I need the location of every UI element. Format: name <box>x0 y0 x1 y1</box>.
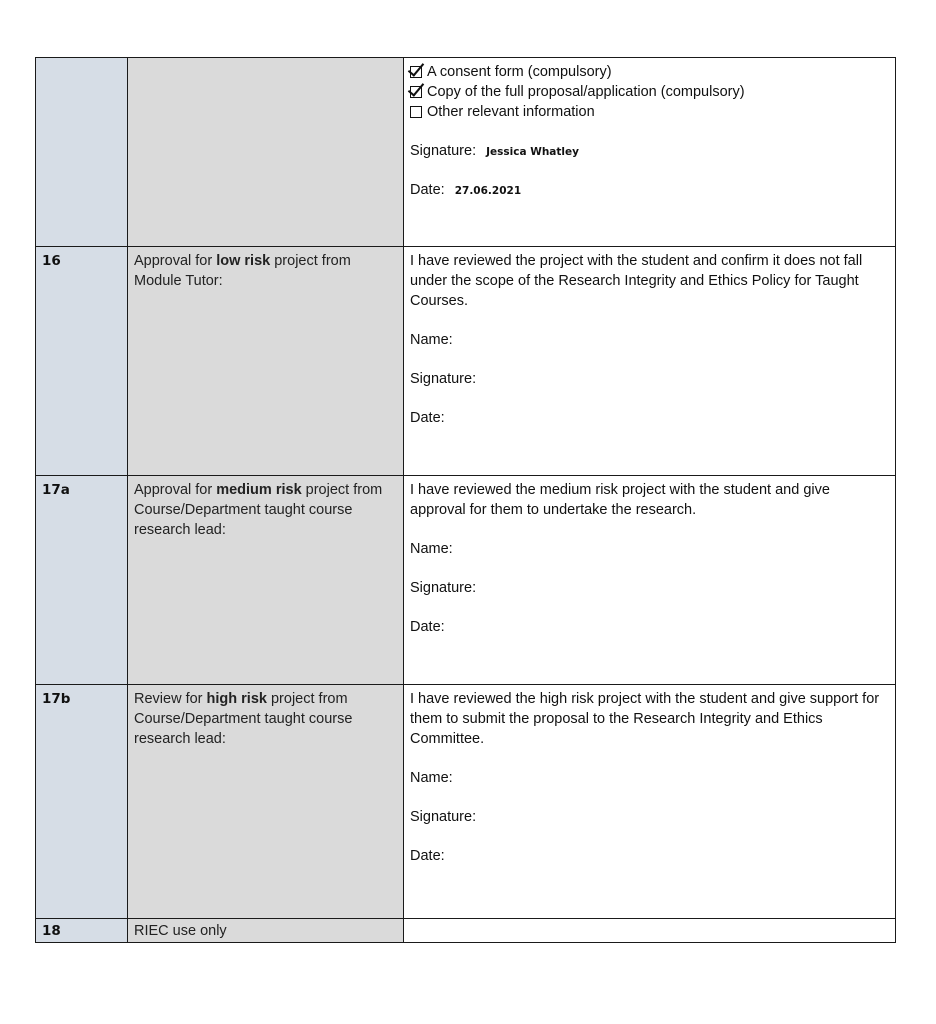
row-label <box>128 476 404 685</box>
signature-field[interactable]: Signature: <box>410 371 477 387</box>
date-field[interactable]: Date: <box>410 410 445 426</box>
label-text: project from Course/Department taught course research lead: <box>134 482 383 538</box>
ethics-approval-table <box>35 57 896 943</box>
table-row <box>36 685 896 919</box>
risk-level: medium risk <box>216 482 302 498</box>
date-field[interactable]: Date: <box>410 619 445 635</box>
approval-cell <box>404 476 896 685</box>
signature-field[interactable]: Signature: <box>410 809 477 825</box>
row-label-cell <box>128 58 404 247</box>
row-number-cell <box>36 58 128 247</box>
row-number: 18 <box>36 919 128 943</box>
table-row <box>36 476 896 685</box>
table-row <box>36 58 896 247</box>
date-field[interactable]: Date: <box>410 848 445 864</box>
checklist-label: Copy of the full proposal/application (compulsory) <box>427 84 745 100</box>
signature-value[interactable]: Jessica Whatley <box>486 146 579 158</box>
row-number: 17b <box>36 685 128 919</box>
risk-level: low risk <box>216 253 271 269</box>
row-number: 17a <box>36 476 128 685</box>
attachments-cell <box>404 58 896 247</box>
checklist-label: Other relevant information <box>427 104 595 120</box>
checkbox-checked[interactable] <box>410 66 422 78</box>
name-field[interactable]: Name: <box>410 541 453 557</box>
row-label: RIEC use only <box>128 919 404 943</box>
approval-cell <box>404 247 896 476</box>
row-label <box>128 685 404 919</box>
signature-label: Signature: <box>410 143 477 159</box>
approval-statement: I have reviewed the medium risk project with the student and give approval for them to undertake the research. <box>410 482 830 518</box>
checkbox-unchecked[interactable] <box>410 106 422 118</box>
label-text: Approval for <box>134 253 217 269</box>
checklist-label: A consent form (compulsory) <box>427 64 612 80</box>
label-text: Approval for <box>134 482 217 498</box>
label-text: project from Module Tutor: <box>134 253 351 289</box>
row-label <box>128 247 404 476</box>
name-field[interactable]: Name: <box>410 770 453 786</box>
name-field[interactable]: Name: <box>410 332 453 348</box>
review-cell <box>404 685 896 919</box>
riec-cell[interactable] <box>404 919 896 943</box>
date-label: Date: <box>410 182 445 198</box>
table-row <box>36 919 896 943</box>
risk-level: high risk <box>206 691 267 707</box>
date-value[interactable]: 27.06.2021 <box>454 185 522 197</box>
signature-field <box>410 141 889 161</box>
checkbox-checked[interactable] <box>410 86 422 98</box>
checklist-item <box>410 82 889 102</box>
table-row <box>36 247 896 476</box>
label-text: Review for <box>134 691 207 707</box>
date-field <box>410 180 889 200</box>
review-statement: I have reviewed the high risk project with the student and give support for them to submit the proposal to the Research Integrity and Ethics Committee. <box>410 691 880 747</box>
approval-statement: I have reviewed the project with the student and confirm it does not fall under the scope of the Research Integrity and Ethics Policy for Taught Courses. <box>410 253 863 309</box>
checklist-item <box>410 62 889 82</box>
checklist-item <box>410 102 889 122</box>
label-text: project from Course/Department taught course research lead: <box>134 691 353 747</box>
row-number: 16 <box>36 247 128 476</box>
signature-field[interactable]: Signature: <box>410 580 477 596</box>
